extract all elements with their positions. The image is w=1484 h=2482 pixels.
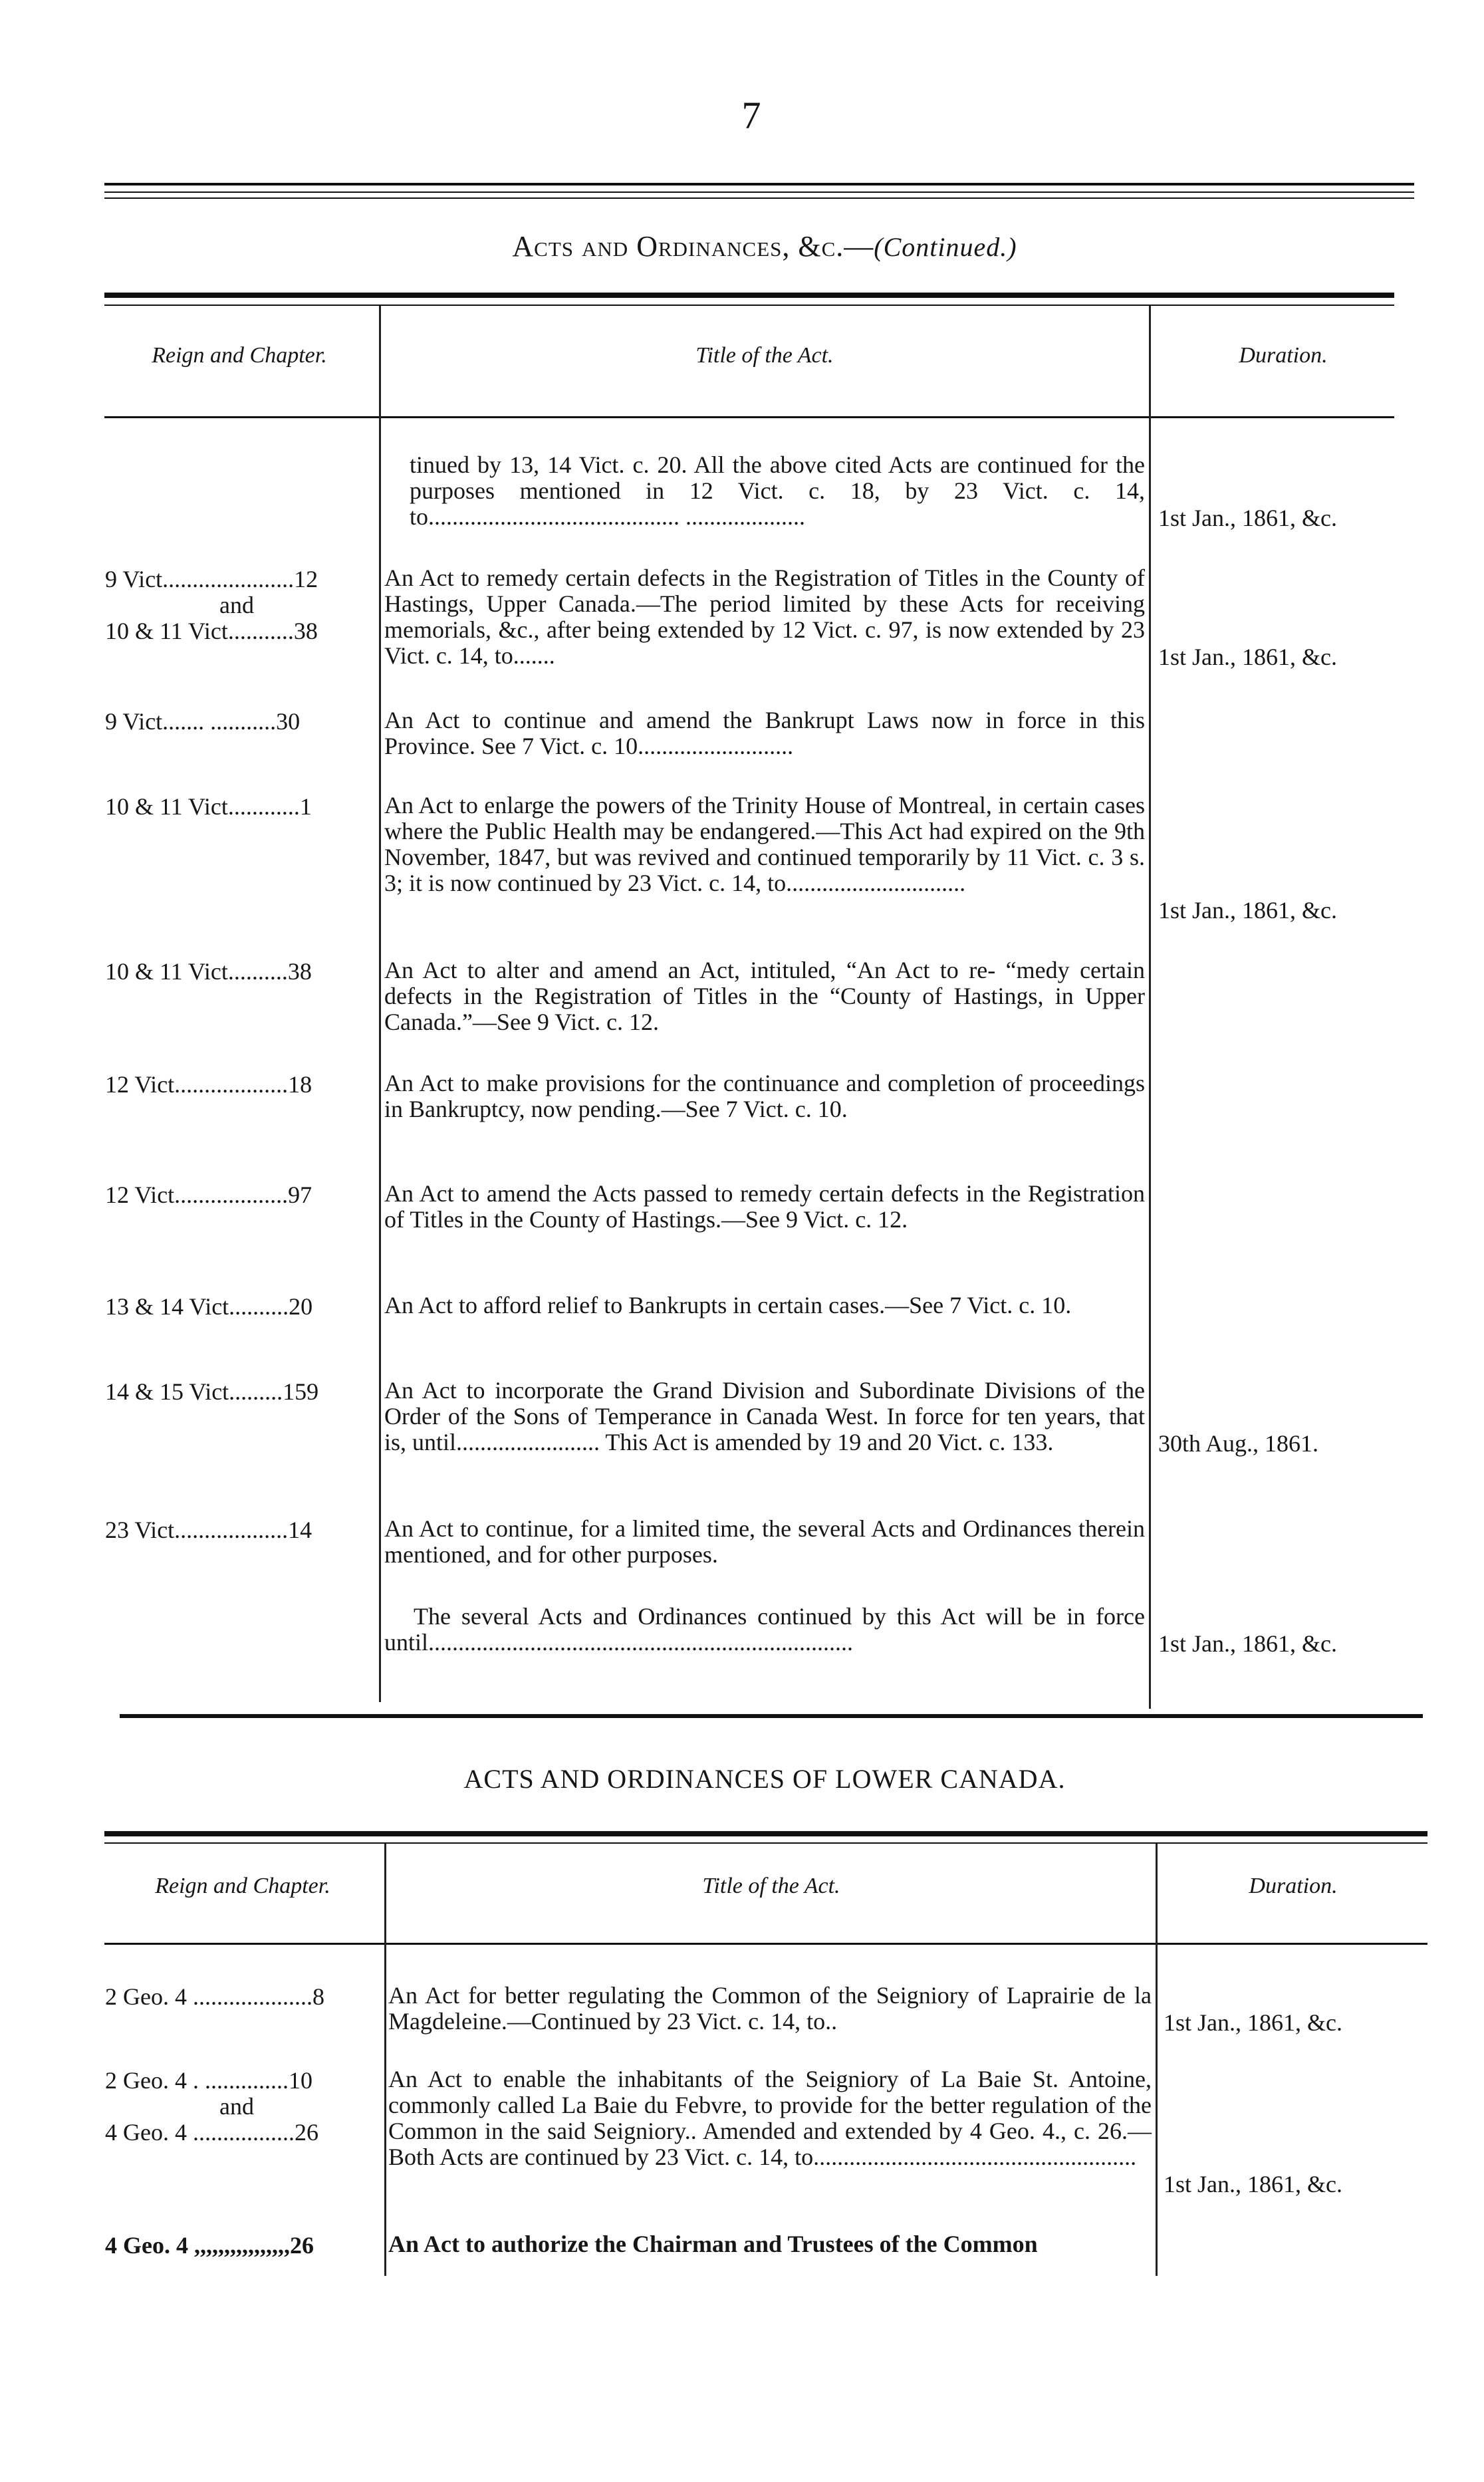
section1-row-4-reign: 10 & 11 Vict..........38 bbox=[105, 958, 312, 985]
section1-row-2-title: An Act to continue and amend the Bankrupt Laws now in force in this Province. See 7 Vict. c. 10.......................... bbox=[384, 707, 1145, 759]
section1-row-3-reign: 10 & 11 Vict............1 bbox=[105, 793, 312, 820]
section1-row-2-reign: 9 Vict....... ...........30 bbox=[105, 708, 301, 735]
section2-col-reign: Reign and Chapter. bbox=[155, 1874, 330, 1898]
section2-divider-right bbox=[1156, 1844, 1158, 2276]
section1-bottom-rule bbox=[120, 1714, 1423, 1718]
section1-row-8-reign: 14 & 15 Vict.........159 bbox=[105, 1378, 319, 1405]
section1-row-1-duration: 1st Jan., 1861, &c. bbox=[1158, 644, 1337, 670]
section2-subheader-rule bbox=[104, 1943, 1427, 1945]
top-rule-thin-2 bbox=[104, 197, 1414, 199]
section2-row-0-title: An Act for better regulating the Common of the Seigniory of Laprairie de la Magdeleine.—Continued by 23 Vict. c. 14, to.. bbox=[388, 1982, 1152, 2035]
section1-row-9-reign: 23 Vict...................14 bbox=[105, 1517, 312, 1543]
section1-row-5-title: An Act to make provisions for the continuance and completion of proceedings in Bankruptcy, now pending.—See 7 Vict. c. 10. bbox=[384, 1070, 1145, 1122]
section1-header-rule-thin bbox=[104, 305, 1394, 306]
top-rule-thin bbox=[104, 191, 1414, 193]
section1-heading-main: Acts and Ordinances, &c.— bbox=[512, 230, 874, 263]
section2-row-1-title: An Act to enable the inhabitants of the Seigniory of La Baie St. Antoine, commonly called La Baie du Febvre, to provide for the better regulation of the Common in the said Seigniory.. Amended and extended by 4 Geo. 4., c. 26.—Both Acts are continued by 23 Vict. c. 14, to...................................................... bbox=[388, 2066, 1152, 2170]
page-number: 7 bbox=[741, 94, 761, 137]
section1-col-duration: Duration. bbox=[1239, 343, 1328, 368]
section2-row-0-reign: 2 Geo. 4 ....................8 bbox=[105, 1983, 324, 2010]
section1-row-3-title: An Act to enlarge the powers of the Trinity House of Montreal, in certain cases where the Public Health may be endangered.—This Act had expired on the 9th November, 1847, but was revived and continued temporarily by 11 Vict. c. 3 s. 3; it is now continued by 23 Vict. c. 14, to.............................. bbox=[384, 792, 1145, 896]
top-rule bbox=[104, 183, 1414, 186]
section1-row-10-duration: 1st Jan., 1861, &c. bbox=[1158, 1630, 1337, 1657]
section1-row-6-reign: 12 Vict...................97 bbox=[105, 1181, 312, 1208]
section1-col-title: Title of the Act. bbox=[695, 343, 834, 368]
section1-row-10-title: The several Acts and Ordinances continued by this Act will be in force until....................................................................... bbox=[384, 1603, 1145, 1656]
section1-row-1-reign2: 10 & 11 Vict...........38 bbox=[105, 618, 318, 644]
section1-row-6-title: An Act to amend the Acts passed to remedy certain defects in the Registration of Titles in the County of Hastings.—See 9 Vict. c. 12. bbox=[384, 1180, 1145, 1233]
section1-row-8-duration: 30th Aug., 1861. bbox=[1158, 1430, 1319, 1457]
section1-row-5-reign: 12 Vict...................18 bbox=[105, 1071, 312, 1098]
section1-divider-right bbox=[1149, 306, 1151, 1709]
section1-row-7-reign: 13 & 14 Vict..........20 bbox=[105, 1293, 313, 1320]
section2-row-2-reign: 4 Geo. 4 ,,,,,,,,,,,,,,,,26 bbox=[105, 2232, 314, 2259]
section2-row-1-and: and bbox=[219, 2093, 254, 2120]
section1-divider-left bbox=[379, 306, 381, 1702]
section1-row-8-title: An Act to incorporate the Grand Division and Subordinate Divisions of the Order of the Sons of Temperance in Canada West. In force for ten years, that is, until........................ This Act is amended by 19 and 20 Vict. c. 133. bbox=[384, 1377, 1145, 1455]
section2-heading: ACTS AND ORDINANCES OF LOWER CANADA. bbox=[463, 1764, 1066, 1794]
section1-row-9-title: An Act to continue, for a limited time, the several Acts and Ordinances therein mentioned, and for other purposes. bbox=[384, 1515, 1145, 1568]
section1-row-4-title: An Act to alter and amend an Act, intituled, “An Act to re- “medy certain defects in the Registration of Titles in the “County of Hastings, in Upper Canada.”—See 9 Vict. c. 12. bbox=[384, 957, 1145, 1035]
section1-row-0-title: tinued by 13, 14 Vict. c. 20. All the above cited Acts are continued for the purposes mentioned in 12 Vict. c. 18, by 23 Vict. c. 14, to.......................................... .................... bbox=[410, 451, 1145, 530]
section1-row-0-duration: 1st Jan., 1861, &c. bbox=[1158, 505, 1337, 531]
section2-row-0-duration: 1st Jan., 1861, &c. bbox=[1164, 2009, 1342, 2036]
section2-header-rule bbox=[104, 1831, 1427, 1836]
section2-divider-left bbox=[384, 1844, 386, 2276]
section2-row-2-title: An Act to authorize the Chairman and Trustees of the Common bbox=[388, 2231, 1038, 2257]
section1-header-rule bbox=[104, 293, 1394, 298]
section2-header-rule-thin bbox=[104, 1842, 1427, 1844]
section1-row-1-title: An Act to remedy certain defects in the Registration of Titles in the County of Hastings, Upper Canada.—The period limited by these Acts for receiving memorials, &c., after being extended by 12 Vict. c. 97, is now extended by 23 Vict. c. 14, to....... bbox=[384, 564, 1145, 669]
section1-row-1-and: and bbox=[219, 592, 254, 618]
section2-col-title: Title of the Act. bbox=[702, 1874, 840, 1898]
section1-heading-continued: (Continued.) bbox=[874, 232, 1017, 262]
section2-col-duration: Duration. bbox=[1249, 1874, 1338, 1898]
section1-subheader-rule bbox=[104, 416, 1394, 418]
section1-col-reign: Reign and Chapter. bbox=[152, 343, 327, 368]
section2-row-1-reign2: 4 Geo. 4 .................26 bbox=[105, 2119, 318, 2146]
section1-heading bbox=[332, 229, 1197, 263]
section2-row-1-duration: 1st Jan., 1861, &c. bbox=[1164, 2171, 1342, 2197]
section1-row-7-title: An Act to afford relief to Bankrupts in certain cases.—See 7 Vict. c. 10. bbox=[384, 1292, 1072, 1318]
section1-row-3-duration: 1st Jan., 1861, &c. bbox=[1158, 897, 1337, 924]
section1-row-1-reign: 9 Vict......................12 bbox=[105, 566, 318, 592]
section2-row-1-reign: 2 Geo. 4 . ..............10 bbox=[105, 2067, 312, 2094]
